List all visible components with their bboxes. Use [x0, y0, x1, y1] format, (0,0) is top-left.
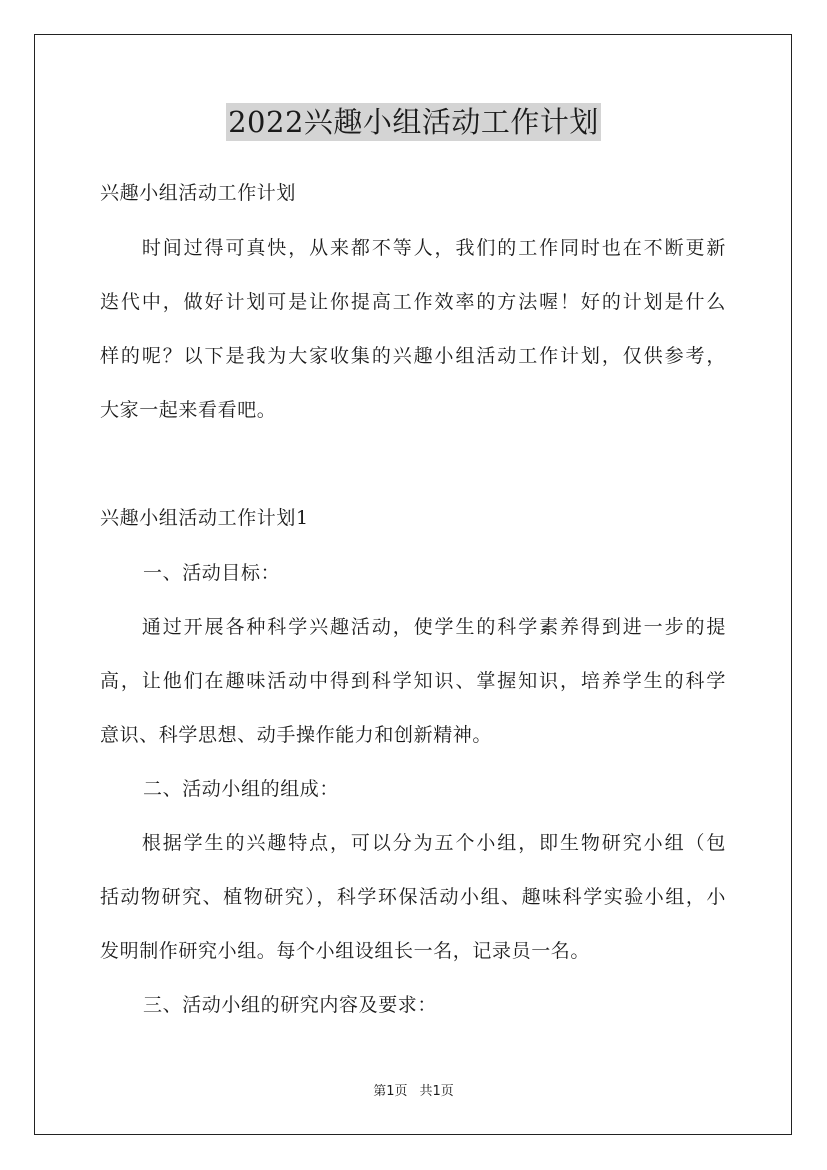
- goal-line-3: 意识、科学思想、动手操作能力和创新精神。: [100, 724, 493, 746]
- section-heading-1: 兴趣小组活动工作计划1: [100, 507, 309, 529]
- document-title: 2022兴趣小组活动工作计划: [228, 105, 599, 139]
- intro-line-2: 迭代中，做好计划可是让你提高工作效率的方法喔！好的计划是什么: [100, 291, 726, 313]
- group-heading: 二、活动小组的组成：: [143, 778, 340, 800]
- document-subtitle: 兴趣小组活动工作计划: [100, 182, 297, 204]
- page-total: 共1页: [419, 1084, 454, 1099]
- content-heading: 三、活动小组的研究内容及要求：: [143, 994, 438, 1016]
- goal-heading: 一、活动目标：: [143, 562, 281, 584]
- intro-line-1: 时间过得可真快，从来都不等人，我们的工作同时也在不断更新: [100, 237, 726, 259]
- group-line-1: 根据学生的兴趣特点，可以分为五个小组，即生物研究小组（包: [100, 832, 726, 854]
- intro-line-3: 样的呢？以下是我为大家收集的兴趣小组活动工作计划，仅供参考，: [100, 345, 726, 367]
- group-line-2: 括动物研究、植物研究），科学环保活动小组、趣味科学实验小组，小: [100, 886, 726, 908]
- page-footer: [0, 1083, 827, 1101]
- intro-line-4: 大家一起来看看吧。: [100, 399, 277, 421]
- title-container: [0, 103, 827, 141]
- goal-line-2: 高，让他们在趣味活动中得到科学知识、掌握知识，培养学生的科学: [100, 670, 726, 692]
- page-number: 第1页: [373, 1084, 408, 1099]
- goal-line-1: 通过开展各种科学兴趣活动，使学生的科学素养得到进一步的提: [100, 616, 726, 638]
- group-line-3: 发明制作研究小组。每个小组设组长一名，记录员一名。: [100, 940, 591, 962]
